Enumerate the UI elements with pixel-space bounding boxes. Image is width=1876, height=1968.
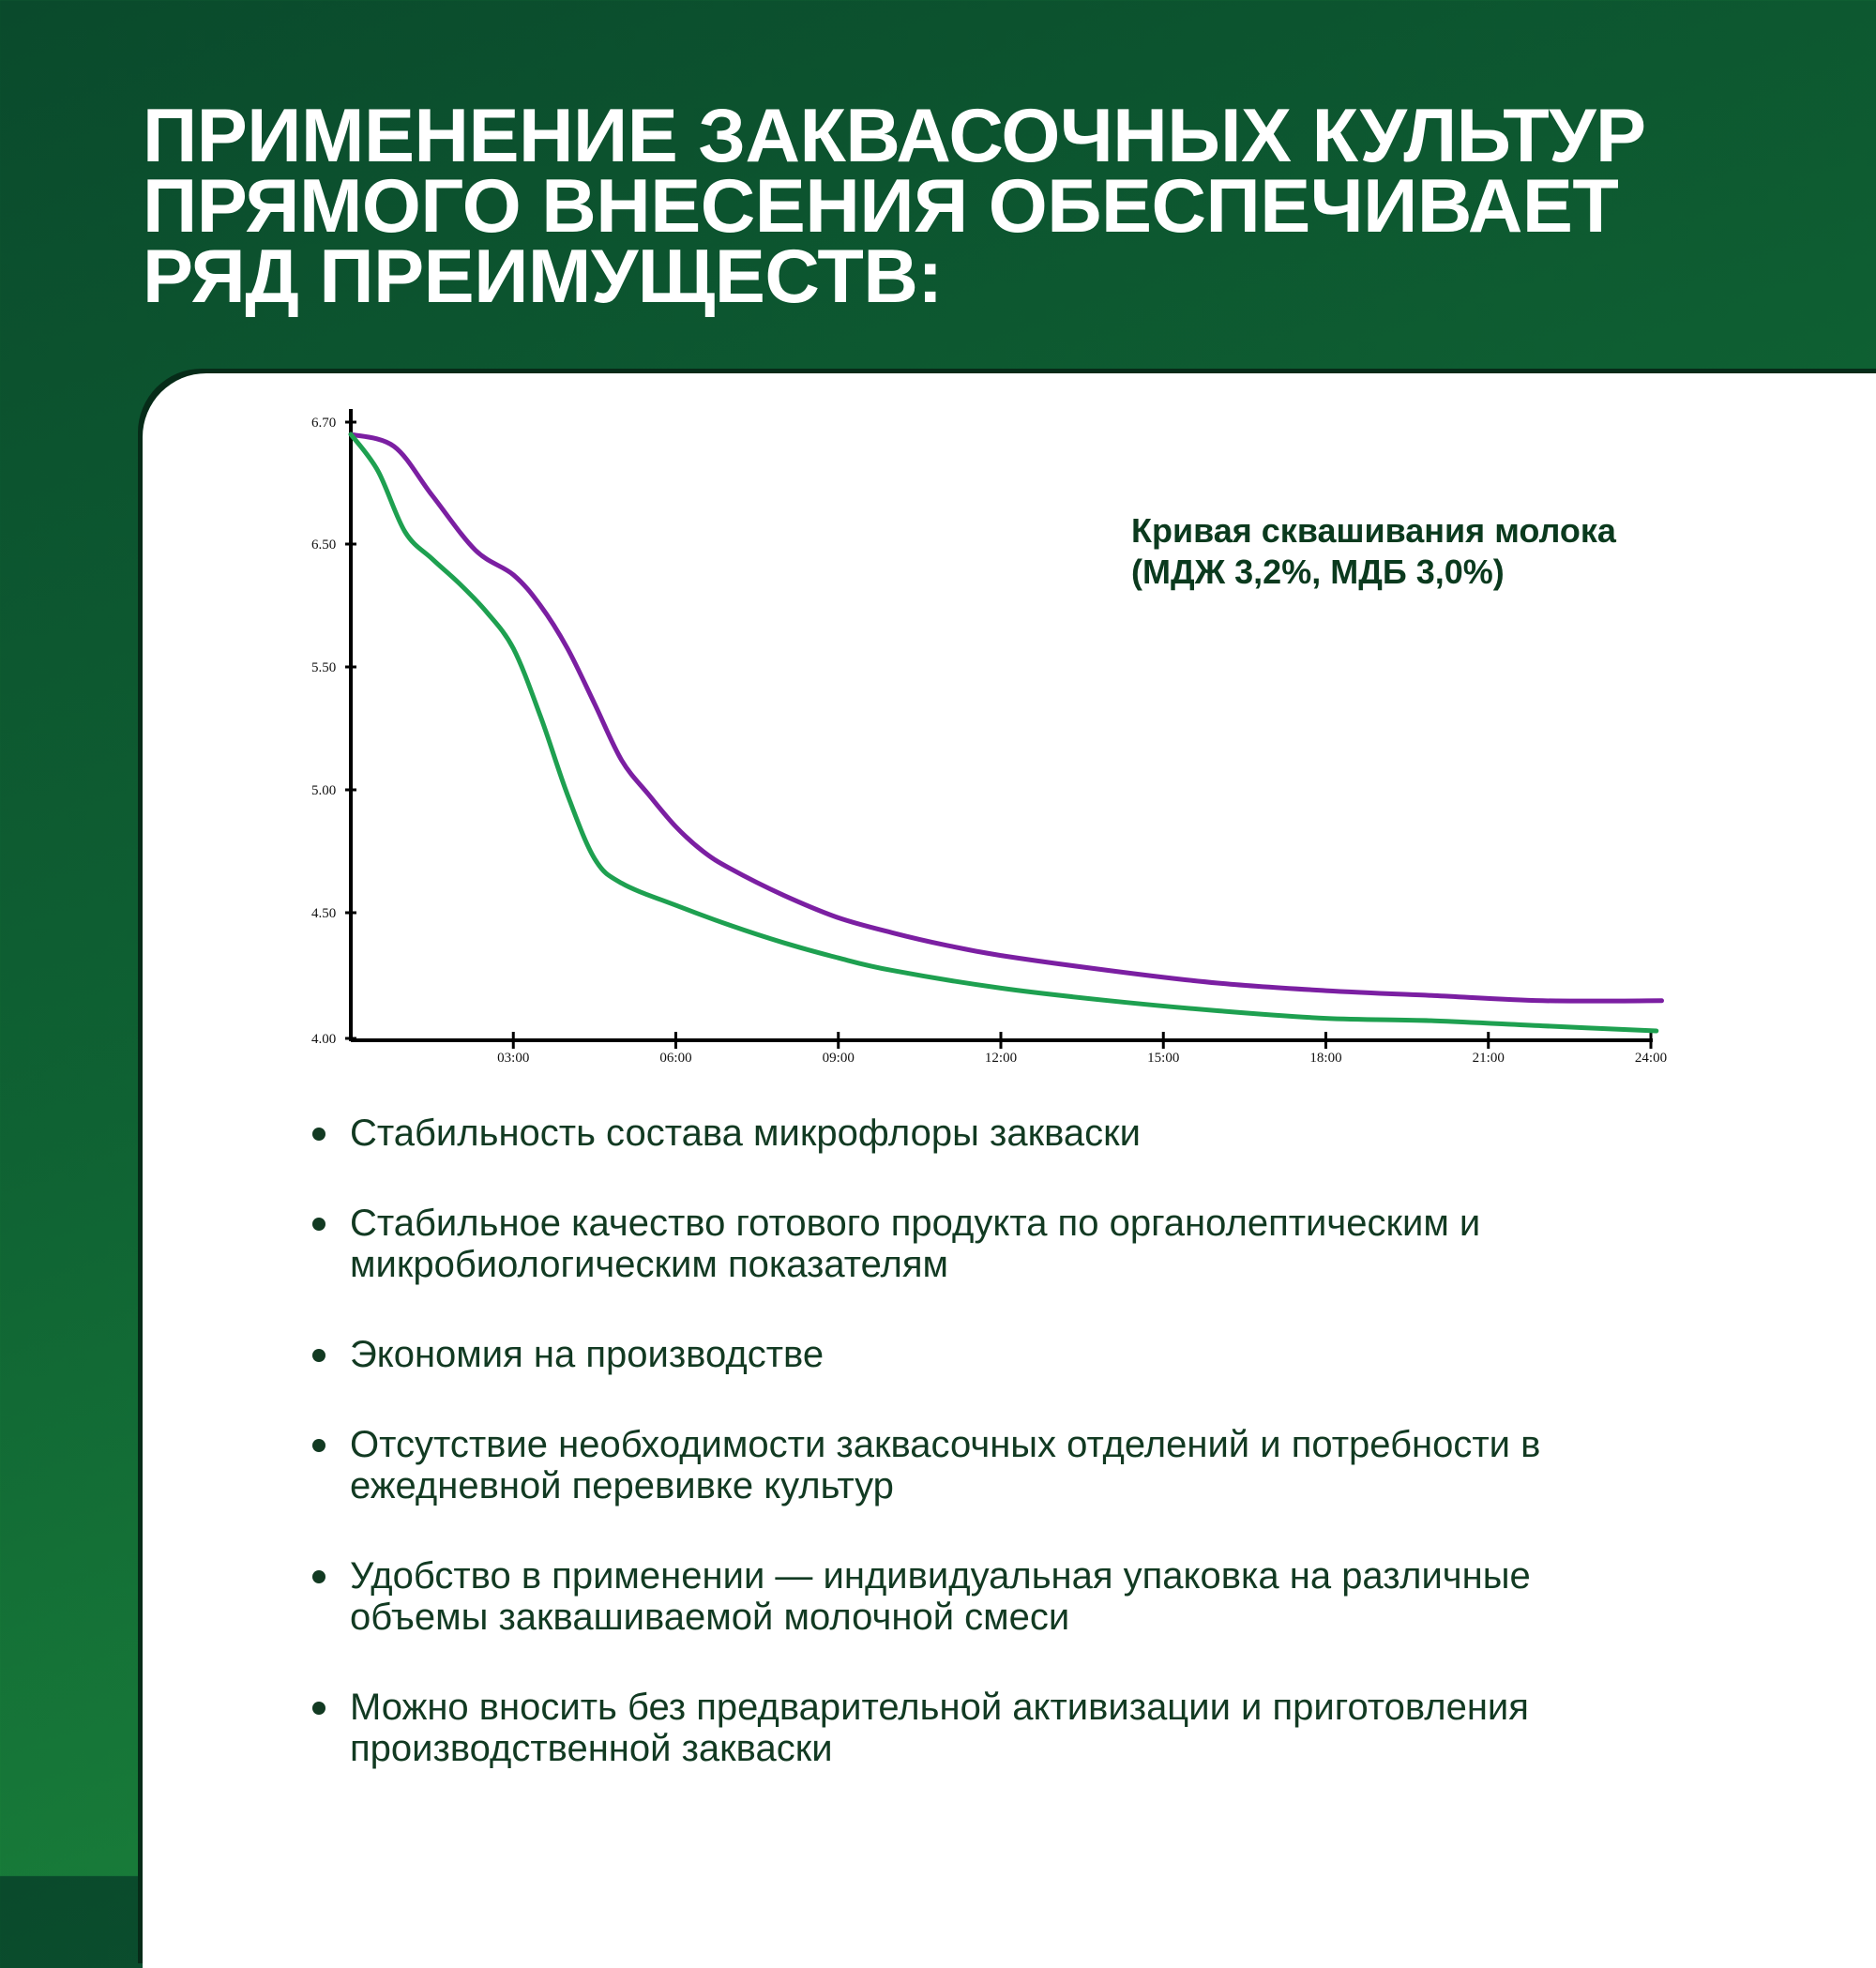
benefit-item [310, 1424, 1773, 1506]
benefit-text: Стабильность состава микрофлоры закваски [350, 1113, 1142, 1154]
x-tick-label: 24:00 [1634, 1051, 1668, 1066]
x-tick-label: 12:00 [984, 1051, 1018, 1066]
benefit-item [310, 1555, 1773, 1638]
benefit-text: объемы заквашиваемой молочной смеси [350, 1597, 1070, 1638]
benefit-text: микробиологическим показателям [350, 1244, 949, 1285]
benefit-text: Удобство в применении — индивидуальная упаковка на различные [350, 1555, 1531, 1597]
chart-annotation [1131, 510, 1616, 593]
benefit-text: Экономия на производстве [350, 1334, 825, 1375]
y-tick-label: 4.00 [311, 1032, 337, 1047]
benefit-text: Стабильное качество готового продукта по органолептическим и [350, 1203, 1481, 1244]
x-tick-label: 09:00 [822, 1051, 855, 1066]
x-tick-label: 15:00 [1147, 1051, 1180, 1066]
x-tick-label: 03:00 [497, 1051, 530, 1066]
x-tick-label: 06:00 [659, 1051, 692, 1066]
benefit-item [310, 1334, 1773, 1375]
headline-line: ПРИМЕНЕНИЕ ЗАКВАСОЧНЫХ КУЛЬТУР [143, 94, 1646, 178]
y-tick-label: 6.50 [311, 537, 337, 553]
benefit-text: ежедневной перевивке культур [350, 1465, 894, 1506]
chart-annotation-line: Кривая сквашивания молока [1131, 511, 1616, 550]
benefits-list [310, 1113, 1773, 1818]
y-tick-label: 6.70 [311, 416, 337, 431]
y-tick-label: 5.50 [311, 660, 337, 675]
benefit-item [310, 1687, 1773, 1769]
benefit-text: Отсутствие необходимости заквасочных отделений и потребности в [350, 1424, 1541, 1465]
x-tick-label: 18:00 [1309, 1051, 1342, 1066]
benefit-text: производственной закваски [350, 1728, 833, 1769]
y-tick-label: 4.50 [311, 906, 337, 921]
headline-line: ПРЯМОГО ВНЕСЕНИЯ ОБЕСПЕЧИВАЕТ [143, 164, 1619, 249]
chart-annotation-line: (МДЖ 3,2%, МДБ 3,0%) [1131, 553, 1505, 591]
headline-line: РЯД ПРЕИМУЩЕСТВ: [143, 235, 943, 319]
benefit-item [310, 1113, 1773, 1154]
benefit-text: Можно вносить без предварительной активизации и приготовления [350, 1687, 1529, 1728]
benefit-item [310, 1203, 1773, 1285]
x-tick-label: 21:00 [1472, 1051, 1505, 1066]
y-tick-label: 5.00 [311, 783, 337, 798]
